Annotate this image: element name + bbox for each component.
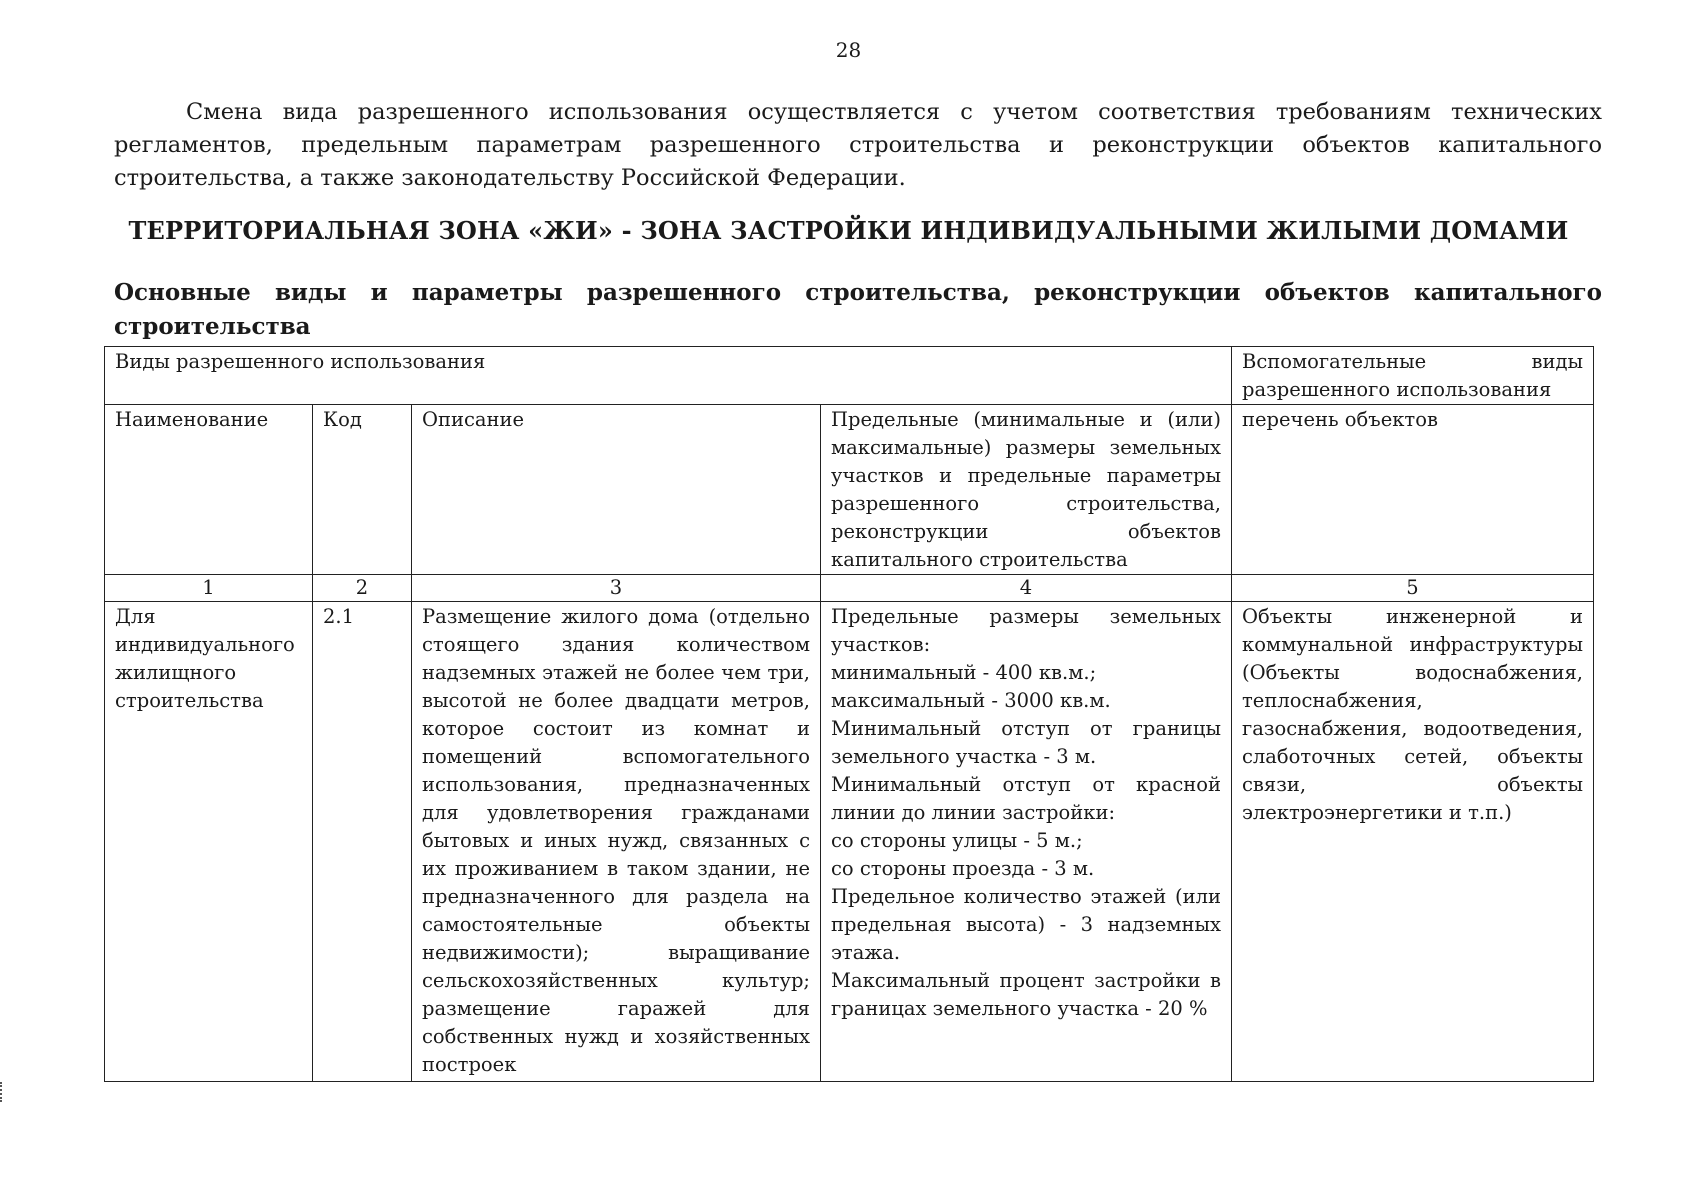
parameter-line: Предельное количество этажей (или предельная высота) - 3 надземных этажа. bbox=[831, 885, 1221, 964]
column-number-row bbox=[105, 575, 1594, 602]
parameter-line: максимальный - 3000 кв.м. bbox=[831, 689, 1111, 712]
section-title: Основные виды и параметры разрешенного строительства, реконструкции объектов капитального строительства bbox=[114, 279, 1602, 340]
intro-paragraph: Смена вида разрешенного использования осуществляется с учетом соответствия требованиям технических регламентов, предельным параметрам разрешенного строительства и реконструкции объектов капитального строительства, а также законодательству Российской Федерации. bbox=[114, 99, 1602, 191]
parameter-line: минимальный - 400 кв.м.; bbox=[831, 661, 1097, 684]
zone-title: ТЕРРИТОРИАЛЬНАЯ ЗОНА «ЖИ» - ЗОНА ЗАСТРОЙКИ ИНДИВИДУАЛЬНЫМИ ЖИЛЫМИ ДОМАМИ bbox=[128, 216, 1569, 245]
parameter-line: со стороны улицы - 5 м.; bbox=[831, 829, 1083, 852]
permitted-use-table bbox=[104, 346, 1594, 1082]
column-header-description: Описание bbox=[412, 405, 821, 575]
parameter-line: Максимальный процент застройки в границах земельного участка - 20 % bbox=[831, 969, 1221, 1020]
column-number: 3 bbox=[412, 575, 821, 602]
column-number: 2 bbox=[313, 575, 412, 602]
column-header-objects: перечень объектов bbox=[1232, 405, 1594, 575]
table-row bbox=[105, 602, 1594, 1082]
auxiliary-objects-cell: Объекты инженерной и коммунальной инфраструктуры (Объекты водоснабжения, теплоснабжения, газоснабжения, водоотведения, слаботочных сетей, объекты связи, объекты электроэнергетики и т.п.) bbox=[1232, 602, 1594, 1082]
parameter-line: Минимальный отступ от границы земельного участка - 3 м. bbox=[831, 717, 1221, 768]
column-number: 5 bbox=[1232, 575, 1594, 602]
use-description-cell: Размещение жилого дома (отдельно стоящего здания количеством надземных этажей не более чем три, высотой не более двадцати метров, которое состоит из комнат и помещений вспомогательного использования, предназначенных для удовлетворения гражданами бытовых и иных нужд, связанных с их проживанием в таком здании, не предназначенного для раздела на самостоятельные объекты недвижимости); выращивание сельскохозяйственных культур; размещение гаражей для собственных нужд и хозяйственных построек bbox=[412, 602, 821, 1082]
use-parameters-cell bbox=[821, 602, 1232, 1082]
group-header-row bbox=[105, 347, 1594, 405]
use-name-cell: Для индивидуального жилищного строительства bbox=[105, 602, 313, 1082]
column-header-parameters: Предельные (минимальные и (или) максимальные) размеры земельных участков и предельные параметры разрешенного строительства, реконструкции объектов капитального строительства bbox=[821, 405, 1232, 575]
parameter-line: Минимальный отступ от красной линии до линии застройки: bbox=[831, 773, 1221, 824]
page-number: 28 bbox=[835, 38, 862, 62]
parameter-line: со стороны проезда - 3 м. bbox=[831, 857, 1095, 880]
column-number: 1 bbox=[105, 575, 313, 602]
column-header-row bbox=[105, 405, 1594, 575]
use-code-cell: 2.1 bbox=[313, 602, 412, 1082]
group-header-main: Виды разрешенного использования bbox=[105, 347, 1232, 405]
column-header-code: Код bbox=[313, 405, 412, 575]
parameter-line: Предельные размеры земельных участков: bbox=[831, 605, 1221, 656]
scan-edge-mark bbox=[0, 1082, 6, 1102]
group-header-auxiliary: Вспомогательные виды разрешенного использования bbox=[1232, 347, 1594, 405]
column-header-name: Наименование bbox=[105, 405, 313, 575]
column-number: 4 bbox=[821, 575, 1232, 602]
